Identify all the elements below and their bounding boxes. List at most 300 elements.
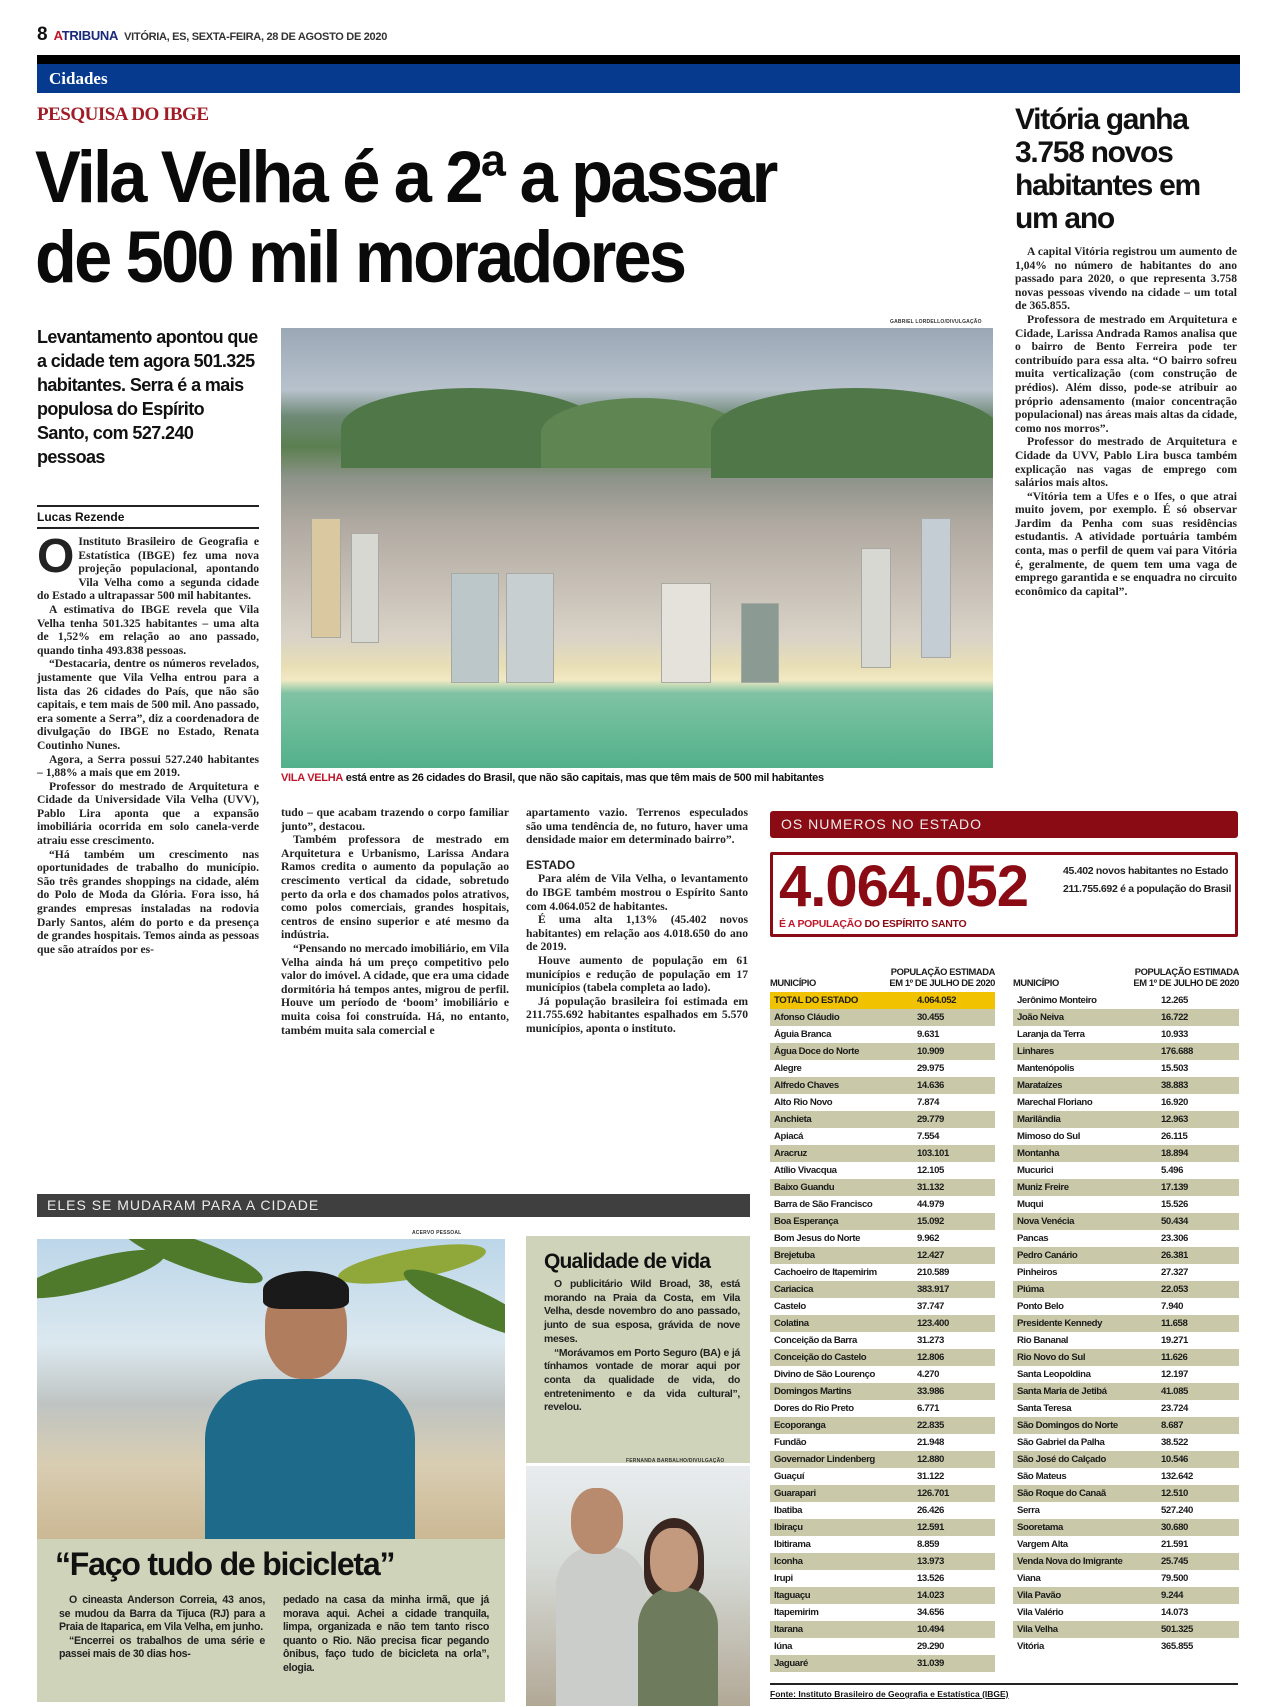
table-row [1013, 1145, 1239, 1162]
cell-name: Baixo Guandu [774, 1182, 835, 1193]
cell-name: Anchieta [774, 1114, 812, 1125]
cell-value: 26.426 [917, 1505, 944, 1516]
table-row [1013, 1349, 1239, 1366]
table-row [1013, 1332, 1239, 1349]
table-row [770, 1519, 995, 1536]
cell-name: São Gabriel da Palha [1017, 1437, 1105, 1448]
table-row-total [770, 992, 995, 1009]
caption-highlight: VILA VELHA [281, 772, 343, 784]
article-deck: Levantamento apontou que a cidade tem agora 501.325 habitantes. Serra é a mais populosa do Espírito Santo, com 527.240 pessoas [37, 327, 258, 467]
cell-name: Piúma [1017, 1284, 1044, 1295]
page-number: 8 [37, 24, 48, 45]
table-row [770, 1570, 995, 1587]
cell-value: 23.306 [1161, 1233, 1188, 1244]
table-source: Fonte: Instituto Brasileiro de Geografia e Estatística (IBGE) [770, 1683, 1238, 1699]
table-row [770, 1264, 995, 1281]
cell-name: Jerônimo Monteiro [1017, 995, 1097, 1006]
cell-value: 9.631 [917, 1029, 940, 1040]
headline-line-1: Vila Velha é a 2ª a passar [35, 137, 776, 218]
state-numbers-bar [770, 811, 1238, 838]
cell-value: 21.591 [1161, 1539, 1188, 1550]
cell-value: 6.771 [917, 1403, 940, 1414]
cell-value: 50.434 [1161, 1216, 1188, 1227]
quote-text [59, 1594, 489, 1675]
paragraph: “Há também um crescimento nas oportunidades de trabalho do município. São três grandes shoppings na cidade, além do Polo de Moda da Glória. Fora isso, há grandes empresas instaladas na rodovia Darly Santos, além do porto e da presença de grandes hospitais. Temos ainda as pessoas que são atraídos por es- [37, 847, 259, 956]
paragraph: Já população brasileira foi estimada em 211.755.692 habitantes espalhados em 5.570 municípios, aponta o instituto. [526, 994, 748, 1035]
table-row [770, 1298, 995, 1315]
table-row [1013, 1128, 1239, 1145]
paragraph: Para além de Vila Velha, o levantamento do IBGE também mostrou o Espírito Santo com 4.064.052 de habitantes. [526, 872, 748, 913]
qv-text [544, 1278, 740, 1415]
table-row [1013, 1026, 1239, 1043]
cell-value: 11.658 [1161, 1318, 1188, 1329]
cell-value: 41.085 [1161, 1386, 1188, 1397]
cell-value: 501.325 [1161, 1624, 1193, 1635]
subhead-estado: ESTADO [526, 857, 576, 872]
table-row [1013, 1111, 1239, 1128]
paragraph: O publicitário Wild Broad, 38, está morando na Praia da Costa, em Vila Velha, desde novembro do ano passado, junto de sua esposa, grávida de nove meses. [544, 1279, 740, 1345]
cell-name: Pedro Canário [1017, 1250, 1078, 1261]
table-row [1013, 1604, 1239, 1621]
cell-name: Itarana [774, 1624, 803, 1635]
cell-value: 4.270 [917, 1369, 940, 1380]
table-row [770, 1315, 995, 1332]
cell-value: 17.139 [1161, 1182, 1188, 1193]
cell-value: 12.806 [917, 1352, 944, 1363]
couple-photo [526, 1466, 750, 1706]
cell-value: 12.427 [917, 1250, 944, 1261]
cell-value: 12.105 [917, 1165, 944, 1176]
cell-name: Sooretama [1017, 1522, 1063, 1533]
cell-value: 9.244 [1161, 1590, 1184, 1601]
qv-title: Qualidade de vida [544, 1250, 711, 1273]
cell-value: 7.940 [1161, 1301, 1184, 1312]
table-row [1013, 1247, 1239, 1264]
table-row [770, 1366, 995, 1383]
cell-value: 5.496 [1161, 1165, 1184, 1176]
cell-value: 10.933 [1161, 1029, 1188, 1040]
table-row [1013, 1196, 1239, 1213]
cell-value: 10.494 [917, 1624, 944, 1635]
cell-name: Conceição da Barra [774, 1335, 857, 1346]
cell-name: Marechal Floriano [1017, 1097, 1093, 1108]
feature-bar [37, 1194, 750, 1217]
table-row [1013, 1451, 1239, 1468]
sidebar-title: Vitória ganha 3.758 novos habitantes em um ano [1015, 103, 1200, 235]
cell-value: 37.747 [917, 1301, 944, 1312]
cell-name: Colatina [774, 1318, 809, 1329]
cell-name: Divino de São Lourenço [774, 1369, 876, 1380]
table-row [1013, 1366, 1239, 1383]
cell-value: 12.265 [1161, 995, 1188, 1006]
table-row [770, 1502, 995, 1519]
cell-value: 13.973 [917, 1556, 944, 1567]
table-header [770, 946, 995, 988]
cell-value: 22.835 [917, 1420, 944, 1431]
table-row [1013, 1638, 1239, 1655]
table-row [1013, 1383, 1239, 1400]
cell-name: Pinheiros [1017, 1267, 1058, 1278]
section-title: Cidades [49, 69, 108, 88]
cell-value: 29.975 [917, 1063, 944, 1074]
cell-value: 25.745 [1161, 1556, 1188, 1567]
table-row [770, 1468, 995, 1485]
article-column-3 [526, 806, 748, 1036]
cell-name: Águia Branca [774, 1029, 832, 1040]
cell-name: Marilândia [1017, 1114, 1061, 1125]
header-municipio: MUNICÍPIO [770, 977, 816, 988]
table-row [1013, 1230, 1239, 1247]
table-row [770, 1213, 995, 1230]
table-row [770, 1145, 995, 1162]
cell-name: Ibitirama [774, 1539, 811, 1550]
cell-name: Santa Leopoldina [1017, 1369, 1091, 1380]
cell-name: Venda Nova do Imigrante [1017, 1556, 1123, 1567]
cell-name: TOTAL DO ESTADO [774, 995, 858, 1006]
cell-name: Muqui [1017, 1199, 1044, 1210]
sidebar-paragraph: A capital Vitória registrou um aumento de 1,04% no número de habitantes do ano passado para 2020, o que representa 3.758 novas pessoas vivendo na cidade – um total de 365.855. [1015, 245, 1237, 313]
cell-value: 14.636 [917, 1080, 944, 1091]
table-row [770, 1332, 995, 1349]
table-row [770, 1621, 995, 1638]
table-row [770, 1604, 995, 1621]
table-rows-left [770, 1009, 995, 1672]
cell-name: Guarapari [774, 1488, 816, 1499]
cell-value: 12.880 [917, 1454, 944, 1465]
state-population-number: 4.064.052 [779, 854, 1029, 919]
paragraph: Agora, a Serra possui 527.240 habitantes – 1,88% a mais que em 2019. [37, 752, 259, 780]
quality-of-life-box [526, 1236, 750, 1463]
table-row [770, 1655, 995, 1672]
table-row [770, 1077, 995, 1094]
cell-name: Vila Pavão [1017, 1590, 1061, 1601]
sidebar-paragraph: Professora de mestrado em Arquitetura e Cidade, Larissa Andrada Ramos analisa que o bairro de Bento Ferreira pode ter contribuído para essa alta. “O bairro sofreu muita verticalização (com construção de prédios). Além disso, pode-se atribuir ao próprio adensamento (maior concentração populacional) nas áreas mais altas da cidade, como nos morros”. [1015, 312, 1237, 435]
cell-name: Vila Valério [1017, 1607, 1064, 1618]
cell-value: 19.271 [1161, 1335, 1188, 1346]
cell-name: Laranja da Terra [1017, 1029, 1085, 1040]
dateline: VITÓRIA, ES, SEXTA-FEIRA, 28 DE AGOSTO DE 2020 [124, 31, 388, 43]
cell-value: 34.656 [917, 1607, 944, 1618]
cell-name: Viana [1017, 1573, 1041, 1584]
table-row [770, 1196, 995, 1213]
paragraph: É uma alta 1,13% (45.402 novos habitantes) em relação aos 4.018.650 do ano de 2019. [526, 913, 748, 954]
cell-value: 210.589 [917, 1267, 949, 1278]
cell-name: Atílio Vivacqua [774, 1165, 837, 1176]
cell-name: Vargem Alta [1017, 1539, 1068, 1550]
cell-name: Jaguaré [774, 1658, 808, 1669]
cell-value: 11.626 [1161, 1352, 1188, 1363]
cell-value: 26.381 [1161, 1250, 1188, 1261]
table-row [770, 1536, 995, 1553]
cell-value: 123.400 [917, 1318, 949, 1329]
cell-value: 10.546 [1161, 1454, 1188, 1465]
cell-value: 14.023 [917, 1590, 944, 1601]
article-column-1 [37, 530, 259, 956]
table-row [770, 1179, 995, 1196]
cell-name: Domingos Martins [774, 1386, 852, 1397]
cell-value: 21.948 [917, 1437, 944, 1448]
header-municipio: MUNICÍPIO [1013, 977, 1059, 988]
population-table-left [770, 946, 995, 1672]
cell-value: 44.979 [917, 1199, 944, 1210]
cell-name: Castelo [774, 1301, 806, 1312]
table-row [1013, 1400, 1239, 1417]
cell-value: 30.455 [917, 1012, 944, 1023]
cell-value: 10.909 [917, 1046, 944, 1057]
cell-name: Itaguaçu [774, 1590, 811, 1601]
article-column-2 [281, 806, 509, 1037]
table-row [770, 1383, 995, 1400]
byline: Lucas Rezende [37, 505, 259, 529]
cell-name: Vitória [1017, 1641, 1044, 1652]
cell-name: Rio Bananal [1017, 1335, 1069, 1346]
cell-name: Rio Novo do Sul [1017, 1352, 1086, 1363]
paragraph: Instituto Brasileiro de Geografia e Estatística (IBGE) fez uma nova projeção populacional, apontando Vila Velha como a segunda cidade do Estado a ultrapassar 500 mil habitantes. [37, 535, 259, 603]
cell-value: 14.073 [1161, 1607, 1188, 1618]
quote-box [37, 1539, 505, 1702]
cell-value: 8.859 [917, 1539, 940, 1550]
cell-name: São José do Calçado [1017, 1454, 1106, 1465]
table-header [1013, 946, 1239, 988]
cell-name: Apiacá [774, 1131, 804, 1142]
cell-name: Irupi [774, 1573, 793, 1584]
quote-title: “Faço tudo de bicicleta” [55, 1546, 395, 1582]
table-row [770, 1230, 995, 1247]
cell-value: 30.680 [1161, 1522, 1188, 1533]
feature-title: ELES SE MUDARAM PARA A CIDADE [47, 1197, 320, 1213]
cell-name: Ibatiba [774, 1505, 803, 1516]
cell-name: Bom Jesus do Norte [774, 1233, 861, 1244]
cell-name: Santa Teresa [1017, 1403, 1072, 1414]
cell-name: São Domingos do Norte [1017, 1420, 1118, 1431]
cell-value: 7.874 [917, 1097, 940, 1108]
table-row [1013, 1621, 1239, 1638]
cell-value: 12.591 [917, 1522, 944, 1533]
cell-value: 8.687 [1161, 1420, 1184, 1431]
table-row [770, 1553, 995, 1570]
table-row [770, 1281, 995, 1298]
paragraph: tudo – que acabam trazendo o corpo familiar junto”, destacou. [281, 806, 509, 833]
table-row [1013, 1264, 1239, 1281]
cell-value: 9.962 [917, 1233, 940, 1244]
table-row [1013, 1094, 1239, 1111]
note-new-inhabitants: 45.402 novos habitantes no Estado [1063, 865, 1229, 877]
cell-name: Barra de São Francisco [774, 1199, 873, 1210]
table-row [770, 1485, 995, 1502]
cell-value: 527.240 [1161, 1505, 1193, 1516]
paragraph: A estimativa do IBGE revela que Vila Velha tenha 501.325 habitantes – uma alta de 1,52% em relação ao ano passado, quando tinha 493.838 pessoas. [37, 602, 259, 657]
header-populacao: POPULAÇÃO ESTIMADA EM 1º DE JULHO DE 2020 [889, 966, 995, 988]
article-headline [35, 138, 881, 298]
photo-caption [281, 772, 993, 784]
cell-value: 13.526 [917, 1573, 944, 1584]
photo-credit: FERNANDA BARBALHO/DIVULGAÇÃO [626, 1458, 725, 1464]
drop-cap: O [37, 530, 75, 583]
table-row [770, 1247, 995, 1264]
table-row [770, 1638, 995, 1655]
cell-name: Mucurici [1017, 1165, 1054, 1176]
table-row [1013, 1570, 1239, 1587]
paragraph: Professor do mestrado de Arquitetura e Cidade da Universidade Vila Velha (UVV), Pablo Lira aponta que a expansão imobiliária ocorrida em solo canela-verde atraiu esse crescimento. [37, 779, 259, 848]
table-row [1013, 1315, 1239, 1332]
cell-name: Santa Maria de Jetibá [1017, 1386, 1107, 1397]
paragraph: O cineasta Anderson Correia, 43 anos, se mudou da Barra da Tijuca (RJ) para a Praia de Itaparica, em Vila Velha, em junho. [59, 1594, 265, 1633]
cell-value: 7.554 [917, 1131, 940, 1142]
table-row [770, 1162, 995, 1179]
cell-value: 15.526 [1161, 1199, 1188, 1210]
article-kicker: PESQUISA DO IBGE [37, 104, 209, 125]
cell-value: 126.701 [917, 1488, 949, 1499]
paragraph: apartamento vazio. Terrenos especulados são uma tendência de, no futuro, haver uma densidade maior em determinado bairro”. [526, 806, 748, 847]
page-masthead [37, 24, 387, 46]
cell-value: 12.510 [1161, 1488, 1188, 1499]
city-aerial-photo [281, 328, 993, 768]
cell-name: Linhares [1017, 1046, 1054, 1057]
state-population-box [770, 852, 1238, 937]
cell-name: Muniz Freire [1017, 1182, 1069, 1193]
cell-name: Cachoeiro de Itapemirim [774, 1267, 877, 1278]
cell-value: 31.132 [917, 1182, 944, 1193]
cell-name: Alfredo Chaves [774, 1080, 839, 1091]
cell-value: 132.642 [1161, 1471, 1193, 1482]
cell-value: 15.503 [1161, 1063, 1188, 1074]
table-row [1013, 1298, 1239, 1315]
paragraph: “Destacaria, dentre os números revelados, justamente que Vila Velha entrou para a lista das 26 cidades do País, que não são capitais, e tem mais de 500 mil. Ano passado, era somente a Serra”, diz a coordenadora de divulgação do IBGE no Estado, Renata Coutinho Nunes. [37, 657, 259, 752]
cell-value: 383.917 [917, 1284, 949, 1295]
table-row [770, 1417, 995, 1434]
cell-name: Guaçuí [774, 1471, 805, 1482]
cell-name: Mantenópolis [1017, 1063, 1075, 1074]
table-row [1013, 1009, 1239, 1026]
cell-name: Alegre [774, 1063, 802, 1074]
cell-name: Aracruz [774, 1148, 807, 1159]
table-row [1013, 1434, 1239, 1451]
table-row [1013, 1213, 1239, 1230]
state-notes [1063, 865, 1233, 901]
cell-name: Iconha [774, 1556, 803, 1567]
cell-name: São Roque do Canaã [1017, 1488, 1106, 1499]
table-row [770, 1060, 995, 1077]
cell-name: Ponto Belo [1017, 1301, 1064, 1312]
cell-name: Boa Esperança [774, 1216, 839, 1227]
cell-value: 29.779 [917, 1114, 944, 1125]
table-row [770, 1451, 995, 1468]
caption-text: está entre as 26 cidades do Brasil, que não são capitais, mas que têm mais de 500 mil habitantes [343, 772, 824, 784]
table-row [770, 1111, 995, 1128]
cell-name: Conceição do Castelo [774, 1352, 867, 1363]
table-row [1013, 992, 1239, 1009]
table-row [1013, 1536, 1239, 1553]
photo-credit: ACERVO PESSOAL [412, 1230, 462, 1236]
cell-name: Afonso Cláudio [774, 1012, 840, 1023]
cell-name: Iúna [774, 1641, 793, 1652]
sidebar-body [1015, 245, 1237, 598]
table-row [1013, 1417, 1239, 1434]
cell-name: Brejetuba [774, 1250, 815, 1261]
cell-name: Itapemirim [774, 1607, 819, 1618]
table-row [770, 1009, 995, 1026]
cell-value: 23.724 [1161, 1403, 1188, 1414]
cell-name: Montanha [1017, 1148, 1060, 1159]
table-row [770, 1128, 995, 1145]
table-row [1013, 1060, 1239, 1077]
cell-value: 38.883 [1161, 1080, 1188, 1091]
cell-name: Governador Lindenberg [774, 1454, 875, 1465]
cell-name: Marataízes [1017, 1080, 1063, 1091]
table-row [1013, 1553, 1239, 1570]
cell-name: Vila Velha [1017, 1624, 1058, 1635]
population-table-right [1013, 946, 1239, 1655]
paragraph: “Pensando no mercado imobiliário, em Vila Velha ainda há um preço competitivo pelo valor do imóvel. A cidade, que era uma cidade dormitória há tempos antes, migrou de perfil. Houve um período de ‘boom’ imobiliário e muita coisa foi construída. Há, no entanto, também muita sala comercial e [281, 941, 509, 1037]
cell-name: Presidente Kennedy [1017, 1318, 1103, 1329]
newspaper-logo: ATRIBUNA [53, 28, 119, 43]
cell-value: 31.122 [917, 1471, 944, 1482]
table-row [1013, 1077, 1239, 1094]
cell-name: Dores do Rio Preto [774, 1403, 854, 1414]
cell-value: 365.855 [1161, 1641, 1193, 1652]
table-row [770, 1094, 995, 1111]
paragraph: “Morávamos em Porto Seguro (BA) e já tínhamos vontade de morar aqui por conta da qualidade de vida, do entretenimento e da vida cultural”, revelou. [544, 1347, 740, 1414]
state-population-label [779, 918, 966, 930]
table-row [1013, 1043, 1239, 1060]
cell-name: Ibiraçu [774, 1522, 803, 1533]
cell-value: 12.963 [1161, 1114, 1188, 1125]
table-row [1013, 1519, 1239, 1536]
table-row [770, 1026, 995, 1043]
cell-name: Alto Rio Novo [774, 1097, 833, 1108]
cell-value: 22.053 [1161, 1284, 1188, 1295]
header-populacao: POPULAÇÃO ESTIMADA EM 1º DE JULHO DE 2020 [1133, 966, 1239, 988]
sidebar-paragraph: “Vitória tem a Ufes e o Ifes, o que atrai muito jovem, por exemplo. É só observar Jardim da Penha com suas residências estudantis. A atividade portuária também conta, mas o perfil de quem vai para Vitória é, geralmente, de quem tem uma vaga de emprego garantida e se enquadra no circuito econômico da capital”. [1015, 489, 1237, 598]
table-row [1013, 1485, 1239, 1502]
cell-value: 176.688 [1161, 1046, 1193, 1057]
table-row [770, 1043, 995, 1060]
table-row [1013, 1587, 1239, 1604]
table-row [1013, 1179, 1239, 1196]
cell-name: Água Doce do Norte [774, 1046, 860, 1057]
cell-value: 12.197 [1161, 1369, 1188, 1380]
label-red: É A POPULAÇÃO [779, 918, 862, 930]
cell-name: Ecoporanga [774, 1420, 826, 1431]
paragraph: Também professora de mestrado em Arquitetura e Urbanismo, Larissa Andara Ramos credita o aumento da população ao crescimento vertical da cidade, sobretudo perto da orla e dos chamados polos atrativos, como polos comerciais, grandes hospitais, centros de ensino superior e até mesmo da indústria. [281, 833, 509, 942]
paragraph: Houve aumento de população em 61 municípios e redução de população em 17 municípios (tabela completa ao lado). [526, 953, 748, 995]
cell-value: 38.522 [1161, 1437, 1188, 1448]
cell-name: São Mateus [1017, 1471, 1067, 1482]
cell-value: 31.039 [917, 1658, 944, 1669]
cell-value: 31.273 [917, 1335, 944, 1346]
cell-value: 27.327 [1161, 1267, 1188, 1278]
sidebar-paragraph: Professor do mestrado de Arquitetura e Cidade da UVV, Pablo Lira busca também explicação nas vagas de emprego com salários mais altos. [1015, 435, 1237, 490]
cell-value: 4.064.052 [917, 995, 957, 1006]
cell-value: 16.920 [1161, 1097, 1188, 1108]
cell-value: 33.986 [917, 1386, 944, 1397]
table-row [1013, 1468, 1239, 1485]
cell-value: 18.894 [1161, 1148, 1188, 1159]
table-row [1013, 1502, 1239, 1519]
photo-credit: GABRIEL LORDELLO/DIVULGAÇÃO [890, 319, 982, 325]
table-row [770, 1434, 995, 1451]
label-rest: DO ESPÍRITO SANTO [861, 918, 967, 930]
cell-name: João Neiva [1017, 1012, 1064, 1023]
table-rows-right [1013, 992, 1239, 1655]
table-row [770, 1400, 995, 1417]
cell-name: Cariacica [774, 1284, 814, 1295]
cell-name: Serra [1017, 1505, 1040, 1516]
cell-name: Pancas [1017, 1233, 1049, 1244]
cell-name: Nova Venécia [1017, 1216, 1075, 1227]
note-brazil-population: 211.755.692 é a população do Brasil [1063, 883, 1232, 895]
cell-value: 29.290 [917, 1641, 944, 1652]
